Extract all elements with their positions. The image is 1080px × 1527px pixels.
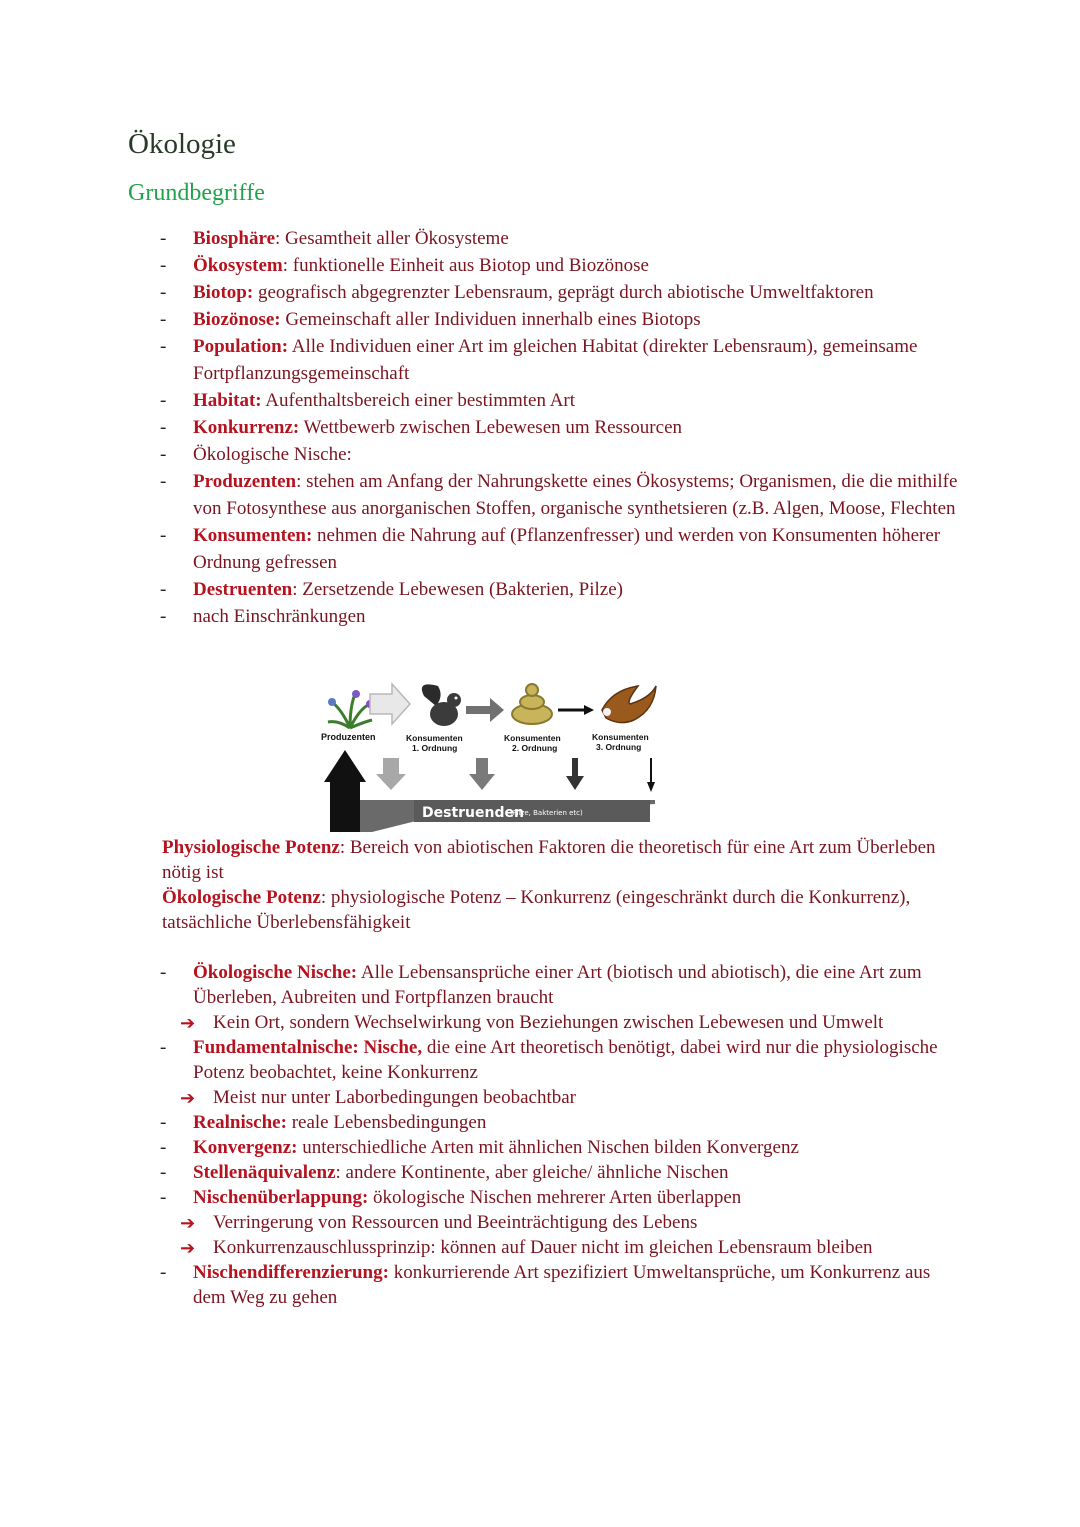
list-item: - Realnische: reale Lebensbedingungen	[160, 1112, 487, 1133]
list-item: - Habitat: Aufenthaltsbereich einer bestimmten Art	[160, 390, 576, 411]
list-item: - Biotop: geografisch abgegrenzter Lebensraum, geprägt durch abiotische Umweltfaktoren	[160, 282, 874, 303]
list-item: - Produzenten: stehen am Anfang der Nahrungskette eines Ökosystems; Organismen, die die mithilfe von Fotosynthese aus anorganischen Stoffen, organische synthetsieren (z.B. Algen, Moose, Flechten	[160, 471, 958, 519]
section-heading: Grundbegriffe	[128, 180, 265, 206]
label-konsumenten-1: Konsumenten	[406, 733, 463, 743]
label-produzenten: Produzenten	[321, 732, 376, 742]
definitions-list	[128, 225, 958, 630]
snake-icon	[512, 684, 552, 724]
list-subitem: ➔ Konkurrenzauschlussprinzip: können auf Dauer nicht im gleichen Lebensraum bleiben	[128, 1235, 948, 1260]
list-item: - nach Einschränkungen	[160, 606, 366, 627]
label-ordnung-2: 2. Ordnung	[512, 743, 558, 753]
eagle-icon	[602, 686, 656, 723]
oekologische-potenz: Ökologische Potenz: physiologische Potenz – Konkurrenz (eingeschränkt durch die Konkurrenz), tatsächliche Überlebensfähigkeit	[162, 887, 911, 933]
arrow-down-icon	[566, 758, 584, 790]
food-chain-diagram	[320, 680, 660, 836]
physiologische-potenz: Physiologische Potenz: Bereich von abiotischen Faktoren die theoretisch für eine Art zum Überleben nötig ist	[162, 837, 936, 883]
list-subitem: ➔ Kein Ort, sondern Wechselwirkung von Beziehungen zwischen Lebewesen und Umwelt	[128, 1010, 948, 1035]
list-item: - Destruenten: Zersetzende Lebewesen (Bakterien, Pilze)	[160, 579, 623, 600]
arrow-down-icon	[376, 758, 406, 790]
list-subitem: ➔ Verringerung von Ressourcen und Beeinträchtigung des Lebens	[128, 1210, 948, 1235]
list-item: - Konvergenz: unterschiedliche Arten mit ähnlichen Nischen bilden Konvergenz	[160, 1137, 799, 1158]
list-item: - Biosphäre: Gesamtheit aller Ökosysteme	[160, 228, 509, 249]
arrow-up-icon	[324, 750, 366, 782]
arrow-down-icon	[647, 782, 655, 792]
arrow-right-icon: ➔	[180, 1088, 196, 1108]
list-item: - Ökologische Nische: Alle Lebensansprüche einer Art (biotisch und abiotisch), die eine Art zum Überleben, Aubreiten und Fortpflanzen braucht	[160, 962, 922, 1008]
arrow-right-icon: ➔	[180, 1013, 196, 1033]
list-item: - Biozönose: Gemeinschaft aller Individuen innerhalb eines Biotops	[160, 309, 701, 330]
label-konsumenten-2: Konsumenten	[504, 733, 561, 743]
arrow-right-icon	[466, 698, 504, 722]
list-item: - Population: Alle Individuen einer Art im gleichen Habitat (direkter Lebensraum), gemeinsame Fortpflanzungsgemeinschaft	[160, 336, 918, 384]
plant-icon	[328, 690, 374, 728]
arrow-right-icon: ➔	[180, 1213, 196, 1233]
label-ordnung-1: 1. Ordnung	[412, 743, 458, 753]
list-item: - Konsumenten: nehmen die Nahrung auf (Pflanzenfresser) und werden von Konsumenten höherer Ordnung gefressen	[160, 525, 941, 573]
list-item: - Nischendifferenzierung: konkurrierende Art spezifiziert Umweltansprüche, um Konkurrenz aus dem Weg zu gehen	[160, 1262, 931, 1308]
label-konsumenten-3: Konsumenten	[592, 732, 649, 742]
arrow-down-icon	[469, 758, 495, 790]
arrow-right-icon: ➔	[180, 1238, 196, 1258]
arrow-right-icon	[370, 684, 410, 724]
list-subitem: ➔ Meist nur unter Laborbedingungen beobachtbar	[128, 1085, 948, 1110]
label-destruenden: Destruenden	[422, 805, 524, 821]
list-item: - Stellenäquivalenz: andere Kontinente, aber gleiche/ ähnliche Nischen	[160, 1162, 729, 1183]
nischen-list	[128, 960, 948, 1310]
list-item: - Fundamentalnische: Nische, die eine Art theoretisch benötigt, dabei wird nur die physiologische Potenz beobachtet, keine Konkurrenz	[160, 1037, 938, 1083]
label-destruenden-note: (Pilze, Bakterien etc)	[510, 809, 583, 817]
squirrel-icon	[422, 684, 461, 726]
list-item: - Ökosystem: funktionelle Einheit aus Biotop und Biozönose	[160, 255, 649, 276]
list-item: - Nischenüberlappung: ökologische Nischen mehrerer Arten überlappen	[160, 1187, 742, 1208]
page-title: Ökologie	[128, 128, 236, 160]
list-item: - Konkurrenz: Wettbewerb zwischen Lebewesen um Ressourcen	[160, 417, 683, 438]
arrow-right-icon	[584, 705, 594, 715]
list-item: - Ökologische Nische:	[160, 444, 352, 465]
label-ordnung-3: 3. Ordnung	[596, 742, 642, 752]
